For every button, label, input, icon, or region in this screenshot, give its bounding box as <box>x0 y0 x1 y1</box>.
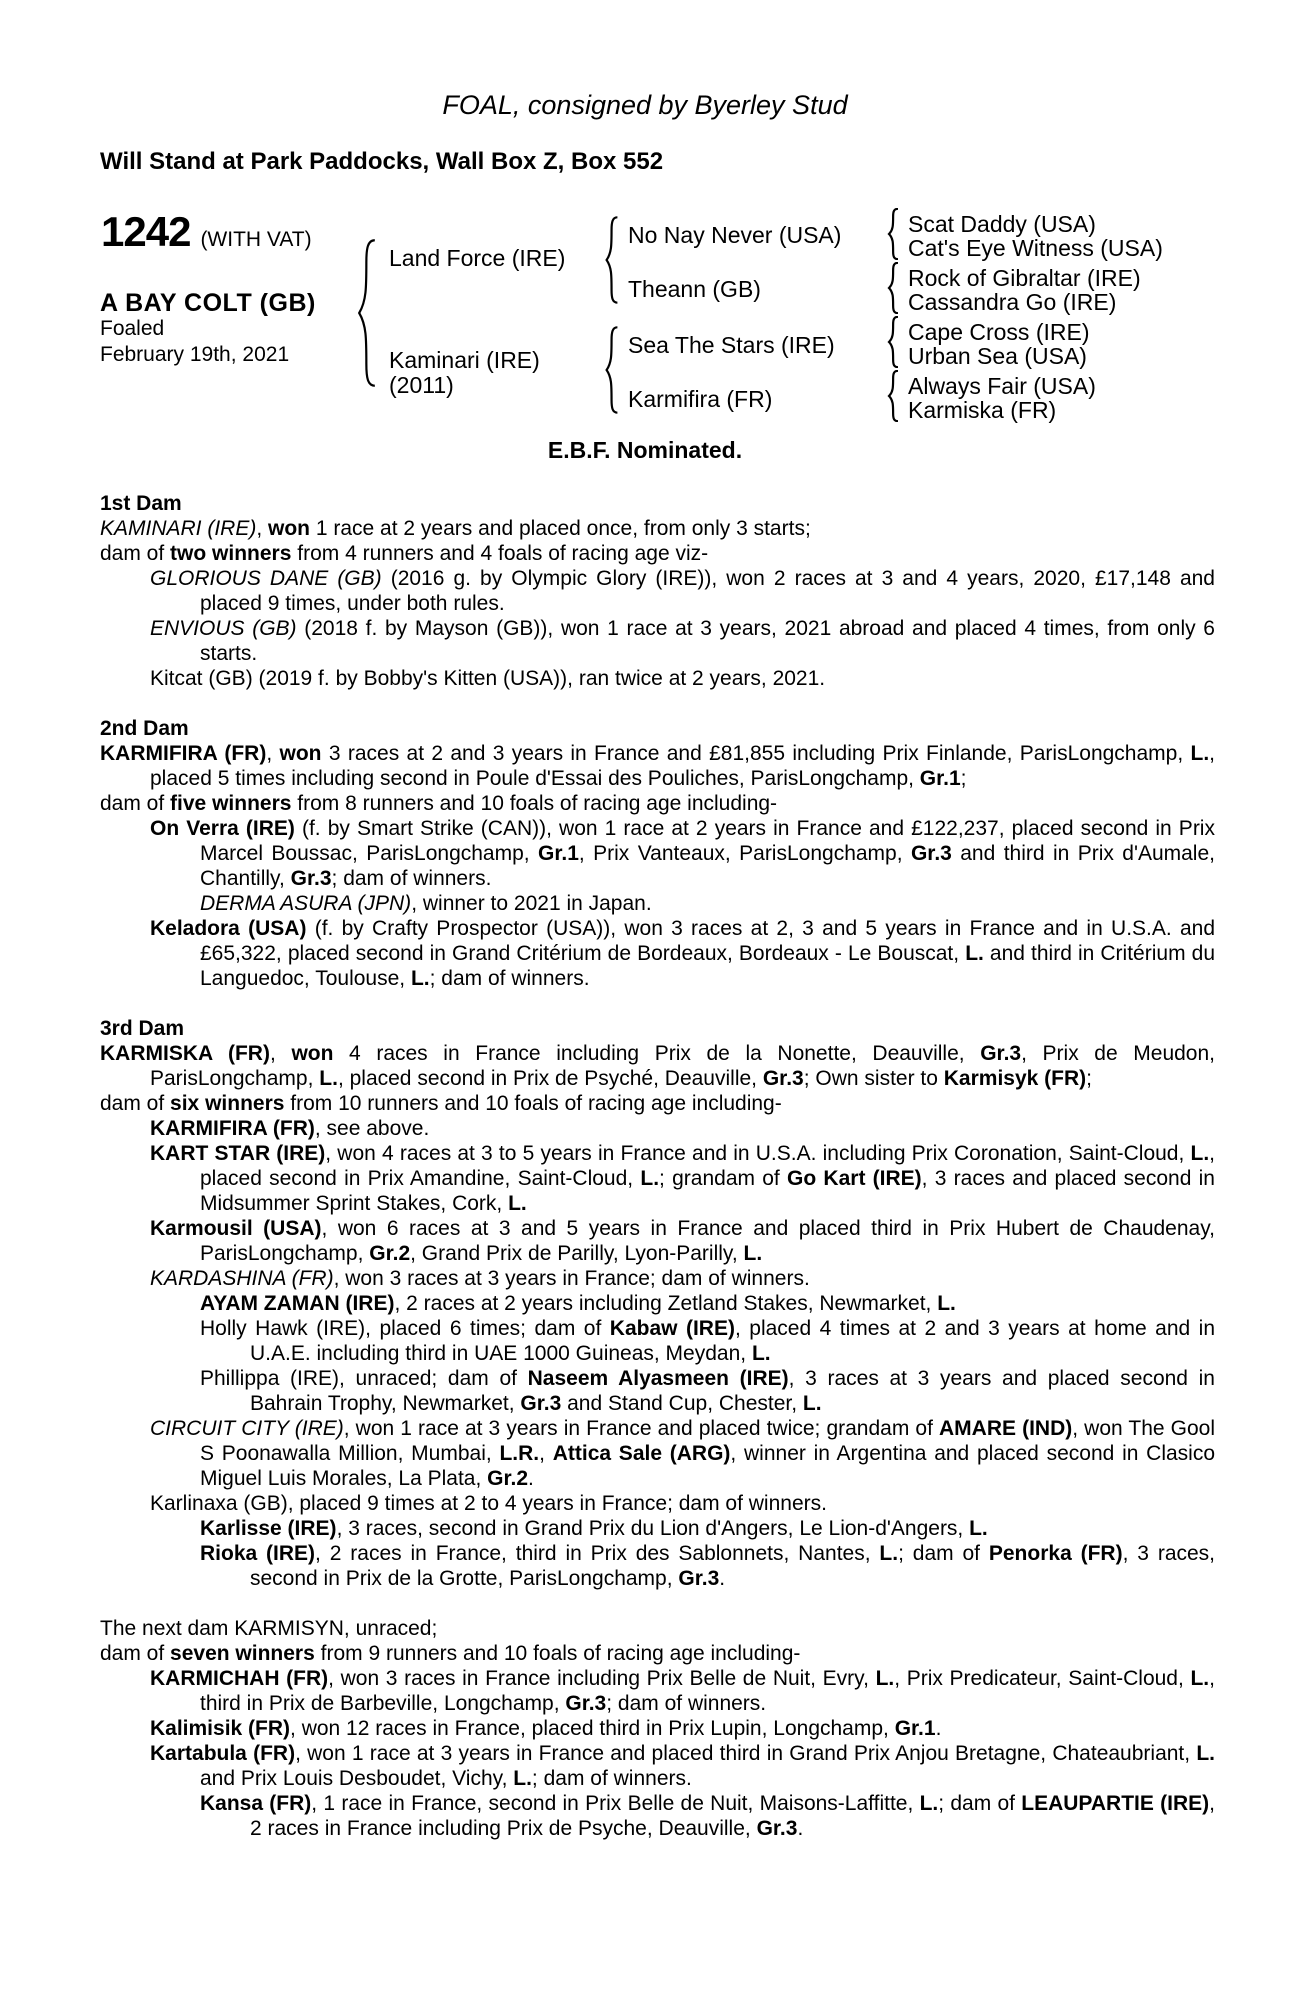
catalogue-paragraph: KARMIFIRA (FR), won 3 races at 2 and 3 years in France and £81,855 including Prix Finlande, ParisLongchamp, L., placed 5 times including second in Poule d'Essai des Pouliches, ParisLongchamp, Gr.1; <box>100 742 1216 790</box>
catalogue-paragraph: KARDASHINA (FR), won 3 races at 3 years in France; dam of winners. <box>150 1267 810 1290</box>
catalogue-paragraph: DERMA ASURA (JPN), winner to 2021 in Japan. <box>200 892 652 915</box>
gg-name-7: Always Fair (USA) <box>908 373 1096 399</box>
catalogue-paragraph: KARMIFIRA (FR), see above. <box>150 1117 430 1140</box>
lot-number: 1242 <box>101 208 191 255</box>
dam-name: Kaminari (IRE) <box>389 347 540 373</box>
catalogue-paragraph: ENVIOUS (GB) (2018 f. by Mayson (GB)), won 1 race at 3 years, 2021 abroad and placed 4 times, from only 6 starts. <box>150 617 1215 665</box>
pedigree-brace-gg-4 <box>886 370 901 422</box>
dam-dam-name: Karmifira (FR) <box>628 386 773 412</box>
gg-name-1: Scat Daddy (USA) <box>908 211 1096 237</box>
catalogue-paragraph: GLORIOUS DANE (GB) (2016 g. by Olympic Glory (IRE)), won 2 races at 3 and 4 years, 2020, £17,148 and placed 9 times, under both rules. <box>150 567 1215 615</box>
catalogue-paragraph: Holly Hawk (IRE), placed 6 times; dam of Kabaw (IRE), placed 4 times at 2 and 3 years at home and in U.A.E. including third in UAE 1000 Guineas, Meydan, L. <box>200 1317 1215 1365</box>
catalogue-paragraph: The next dam KARMISYN, unraced; <box>100 1617 438 1640</box>
pedigree-brace-gg-1 <box>886 208 901 260</box>
gg-name-2: Cat's Eye Witness (USA) <box>908 235 1163 261</box>
stand-location-line: Will Stand at Park Paddocks, Wall Box Z, Box 552 <box>100 148 664 175</box>
catalogue-paragraph: Kartabula (FR), won 1 race at 3 years in France and placed third in Grand Prix Anjou Bretagne, Chateaubriant, L. and Prix Louis Desboudet, Vichy, L.; dam of winners. <box>150 1742 1215 1790</box>
ebf-nominated-line: E.B.F. Nominated. <box>547 437 743 463</box>
catalogue-body <box>100 491 1215 1841</box>
sire-sire-name: No Nay Never (USA) <box>628 222 842 248</box>
catalogue-paragraph: Rioka (IRE), 2 races in France, third in Prix des Sablonnets, Nantes, L.; dam of Penorka (FR), 3 races, second in Prix de la Grotte, ParisLongchamp, Gr.3. <box>200 1542 1216 1590</box>
section-header: 3rd Dam <box>100 1017 185 1040</box>
lot-header <box>101 208 312 256</box>
catalogue-paragraph: KAMINARI (IRE), won 1 race at 2 years and placed once, from only 3 starts; <box>100 517 811 540</box>
catalogue-paragraph: Karlinaxa (GB), placed 9 times at 2 to 4 years in France; dam of winners. <box>150 1492 827 1515</box>
section-header: 1st Dam <box>100 492 182 515</box>
gg-name-3: Rock of Gibraltar (IRE) <box>908 265 1141 291</box>
catalogue-paragraph: On Verra (IRE) (f. by Smart Strike (CAN)), won 1 race at 2 years in France and £122,237, placed second in Prix Marcel Boussac, ParisLongchamp, Gr.1, Prix Vanteaux, ParisLongchamp, Gr.3 and third in Prix d'Aumale, Chantilly, Gr.3; dam of winners. <box>150 817 1215 890</box>
horse-description: A BAY COLT (GB) <box>100 289 316 317</box>
dam-year: (2011) <box>389 372 454 398</box>
catalogue-paragraph: KARMICHAH (FR), won 3 races in France including Prix Belle de Nuit, Evry, L., Prix Predicateur, Saint-Cloud, L., third in Prix de Barbeville, Longchamp, Gr.3; dam of winners. <box>150 1667 1215 1715</box>
catalogue-paragraph: Phillippa (IRE), unraced; dam of Naseem Alyasmeen (IRE), 3 races at 3 years and placed second in Bahrain Trophy, Newmarket, Gr.3 and Stand Cup, Chester, L. <box>200 1367 1215 1415</box>
section-3rd-dam <box>100 1016 1215 1591</box>
sire-dam-name: Theann (GB) <box>628 276 761 302</box>
catalogue-paragraph: KART STAR (IRE), won 4 races at 3 to 5 years in France and in U.S.A. including Prix Coronation, Saint-Cloud, L., placed second in Prix Amandine, Saint-Cloud, L.; grandam of Go Kart (IRE), 3 races and placed second in Midsummer Sprint Stakes, Cork, L. <box>150 1142 1216 1215</box>
catalogue-paragraph: dam of six winners from 10 runners and 10 foals of racing age including- <box>100 1092 782 1115</box>
gg-name-5: Cape Cross (IRE) <box>908 319 1090 345</box>
gg-name-4: Cassandra Go (IRE) <box>908 289 1117 315</box>
catalogue-paragraph: Kansa (FR), 1 race in France, second in Prix Belle de Nuit, Maisons-Laffitte, L.; dam of LEAUPARTIE (IRE), 2 races in France including Prix de Psyche, Deauville, Gr.3. <box>200 1792 1215 1840</box>
pedigree-brace-gg-3 <box>886 316 901 368</box>
catalogue-paragraph: AYAM ZAMAN (IRE), 2 races at 2 years including Zetland Stakes, Newmarket, L. <box>200 1292 956 1315</box>
catalogue-paragraph: Karlisse (IRE), 3 races, second in Grand Prix du Lion d'Angers, Le Lion-d'Angers, L. <box>200 1517 988 1540</box>
gg-name-8: Karmiska (FR) <box>908 397 1057 423</box>
pedigree-brace-sire <box>603 216 621 304</box>
gg-name-6: Urban Sea (USA) <box>908 343 1087 369</box>
catalogue-paragraph: CIRCUIT CITY (IRE), won 1 race at 3 years in France and placed twice; grandam of AMARE (IND), won The Gool S Poonawalla Million, Mumbai, L.R., Attica Sale (ARG), winner in Argentina and placed second in Clasico Miguel Luis Morales, La Plata, Gr.2. <box>150 1417 1216 1490</box>
catalogue-paragraph: Kalimisik (FR), won 12 races in France, placed third in Prix Lupin, Longchamp, Gr.1. <box>150 1717 942 1740</box>
catalogue-paragraph: dam of five winners from 8 runners and 10 foals of racing age including- <box>100 792 778 815</box>
pedigree-brace-gg-2 <box>886 262 901 314</box>
catalogue-paragraph: KARMISKA (FR), won 4 races in France including Prix de la Nonette, Deauville, Gr.3, Prix de Meudon, ParisLongchamp, L., placed second in Prix de Psyché, Deauville, Gr.3; Own sister to Karmisyk (FR); <box>100 1042 1215 1090</box>
pedigree-brace-main <box>354 238 380 388</box>
section-next-dam <box>100 1616 1215 1841</box>
section-1st-dam <box>100 491 1215 691</box>
catalogue-paragraph: Karmousil (USA), won 6 races at 3 and 5 years in France and placed third in Prix Hubert de Chaudenay, ParisLongchamp, Gr.2, Grand Prix de Parilly, Lyon-Parilly, L. <box>150 1217 1215 1265</box>
section-header: 2nd Dam <box>100 717 189 740</box>
catalogue-paragraph: Kitcat (GB) (2019 f. by Bobby's Kitten (USA)), ran twice at 2 years, 2021. <box>150 667 826 690</box>
page-title: FOAL, consigned by Byerley Stud <box>442 90 848 120</box>
sire-name: Land Force (IRE) <box>389 245 566 271</box>
catalogue-paragraph: dam of seven winners from 9 runners and 10 foals of racing age including- <box>100 1642 801 1665</box>
dam-sire-name: Sea The Stars (IRE) <box>628 332 835 358</box>
catalogue-paragraph: dam of two winners from 4 runners and 4 foals of racing age viz- <box>100 542 709 565</box>
foaled-date: February 19th, 2021 <box>100 343 290 366</box>
section-2nd-dam <box>100 716 1215 991</box>
pedigree-brace-dam <box>603 326 621 414</box>
catalogue-paragraph: Keladora (USA) (f. by Crafty Prospector (USA)), won 3 races at 2, 3 and 5 years in France and in U.S.A. and £65,322, placed second in Grand Critérium de Bordeaux, Bordeaux - Le Bouscat, L. and third in Critérium du Languedoc, Toulouse, L.; dam of winners. <box>150 917 1215 990</box>
lot-vat-note: (WITH VAT) <box>200 228 312 251</box>
foaled-label: Foaled <box>100 317 165 340</box>
